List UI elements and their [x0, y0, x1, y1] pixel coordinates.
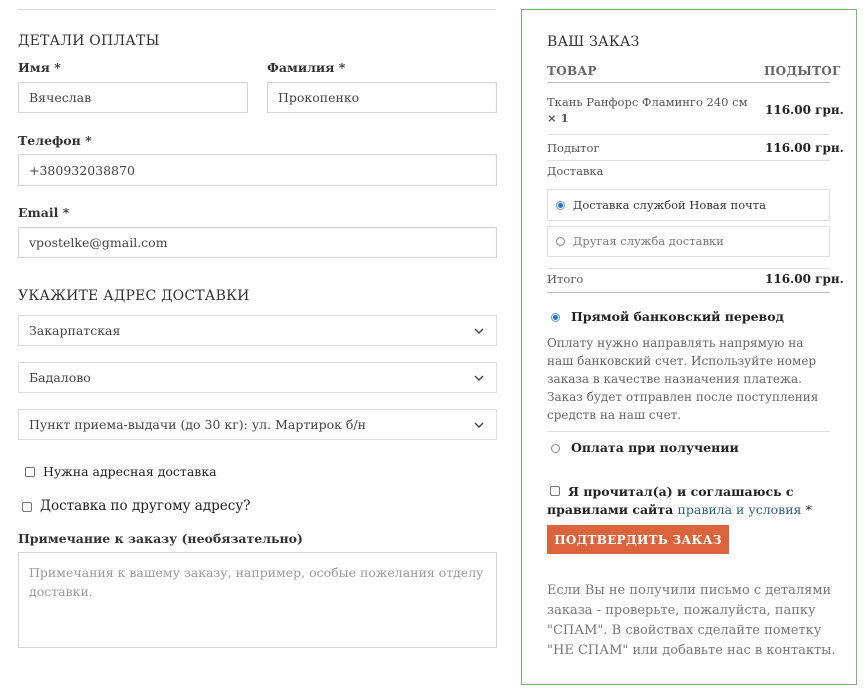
chevron-down-icon: [472, 324, 486, 338]
chevron-down-icon: [472, 418, 486, 432]
order-item-price: 116.00 грн.: [765, 103, 844, 117]
other-address-label: Доставка по другому адресу?: [40, 498, 251, 514]
email-input[interactable]: vpostelke@gmail.com: [18, 227, 497, 258]
payment-cod-radio[interactable]: [551, 444, 560, 453]
shipping-option-other[interactable]: [547, 226, 830, 257]
payment-cod-label[interactable]: Оплата при получении: [571, 440, 739, 455]
region-select-value: Закарпатская: [29, 323, 121, 338]
order-item-name: Ткань Ранфорс Фламинго 240 см: [547, 95, 748, 109]
shipping-radio[interactable]: [556, 237, 565, 246]
last-name-input[interactable]: Прокопенко: [267, 82, 497, 113]
chevron-down-icon: [472, 371, 486, 385]
shipping-option-label: Доставка службой Новая почта: [573, 198, 766, 212]
pickup-point-select-value: Пункт приема-выдачи (до 30 кг): ул. Мартирок б/н: [29, 417, 366, 432]
phone-input[interactable]: +380932038870: [18, 154, 497, 186]
other-address-checkbox[interactable]: [22, 502, 32, 512]
billing-title: ДЕТАЛИ ОПЛАТЫ: [18, 33, 160, 49]
total-value: 116.00 грн.: [765, 272, 844, 286]
first-name-label: Имя *: [18, 60, 61, 75]
divider: [547, 82, 830, 83]
payment-bank-transfer-description: Оплату нужно направлять напрямую на наш банковский счет. Используйте номер заказа в качестве назначения платежа. Заказ будет отправлен после поступления средств на наш счет.: [547, 336, 819, 422]
shipping-address-title: УКАЖИТЕ АДРЕС ДОСТАВКИ: [18, 288, 250, 304]
shipping-option-label: Другая служба доставки: [573, 234, 724, 248]
region-select[interactable]: [18, 315, 497, 346]
order-note-label: Примечание к заказу (необязательно): [18, 531, 303, 546]
shipping-radio-selected[interactable]: [556, 201, 565, 210]
divider: [547, 134, 830, 135]
payment-bank-transfer-label[interactable]: Прямой банковский перевод: [571, 309, 784, 324]
terms-text-block: [547, 483, 837, 519]
subtotal-value: 116.00 грн.: [765, 141, 844, 155]
city-select[interactable]: [18, 362, 497, 393]
address-delivery-checkbox[interactable]: [25, 467, 35, 477]
address-delivery-label: Нужна адресная доставка: [43, 464, 217, 479]
spam-notice: Если Вы не получили письмо с деталями заказа - проверьте, пожалуйста, папку "СПАМ". В свойствах сделайте пометку "НЕ СПАМ" или добавьте нас в контакты.: [547, 583, 836, 658]
divider: [547, 431, 830, 432]
pickup-point-select[interactable]: [18, 409, 497, 440]
city-select-value: Бадалово: [29, 370, 91, 385]
shipping-option-nova-poshta[interactable]: [547, 189, 830, 221]
confirm-order-button[interactable]: ПОДТВЕРДИТЬ ЗАКАЗ: [547, 525, 729, 554]
subtotal-column-header: ПОДЫТОГ: [764, 64, 841, 78]
email-label: Email *: [18, 205, 70, 220]
product-column-header: ТОВАР: [547, 64, 597, 78]
divider: [547, 292, 830, 293]
terms-required-asterisk: *: [805, 502, 813, 517]
order-item-qty: × 1: [547, 111, 569, 125]
first-name-input[interactable]: Вячеслав: [18, 82, 248, 113]
payment-bank-transfer-radio[interactable]: [551, 313, 560, 322]
top-divider: [18, 9, 496, 10]
terms-link[interactable]: правила и условия: [677, 502, 802, 517]
order-title: ВАШ ЗАКАЗ: [547, 34, 640, 50]
total-label: Итого: [547, 272, 584, 286]
subtotal-label: Подытог: [547, 141, 600, 155]
order-note-textarea[interactable]: [18, 552, 497, 648]
terms-text: Я прочитал(а) и соглашаюсь с правилами сайта: [547, 484, 794, 517]
divider: [547, 160, 830, 161]
divider: [547, 268, 830, 269]
last-name-label: Фамилия *: [267, 60, 346, 75]
shipping-label: Доставка: [547, 164, 604, 178]
phone-label: Телефон *: [18, 133, 92, 148]
